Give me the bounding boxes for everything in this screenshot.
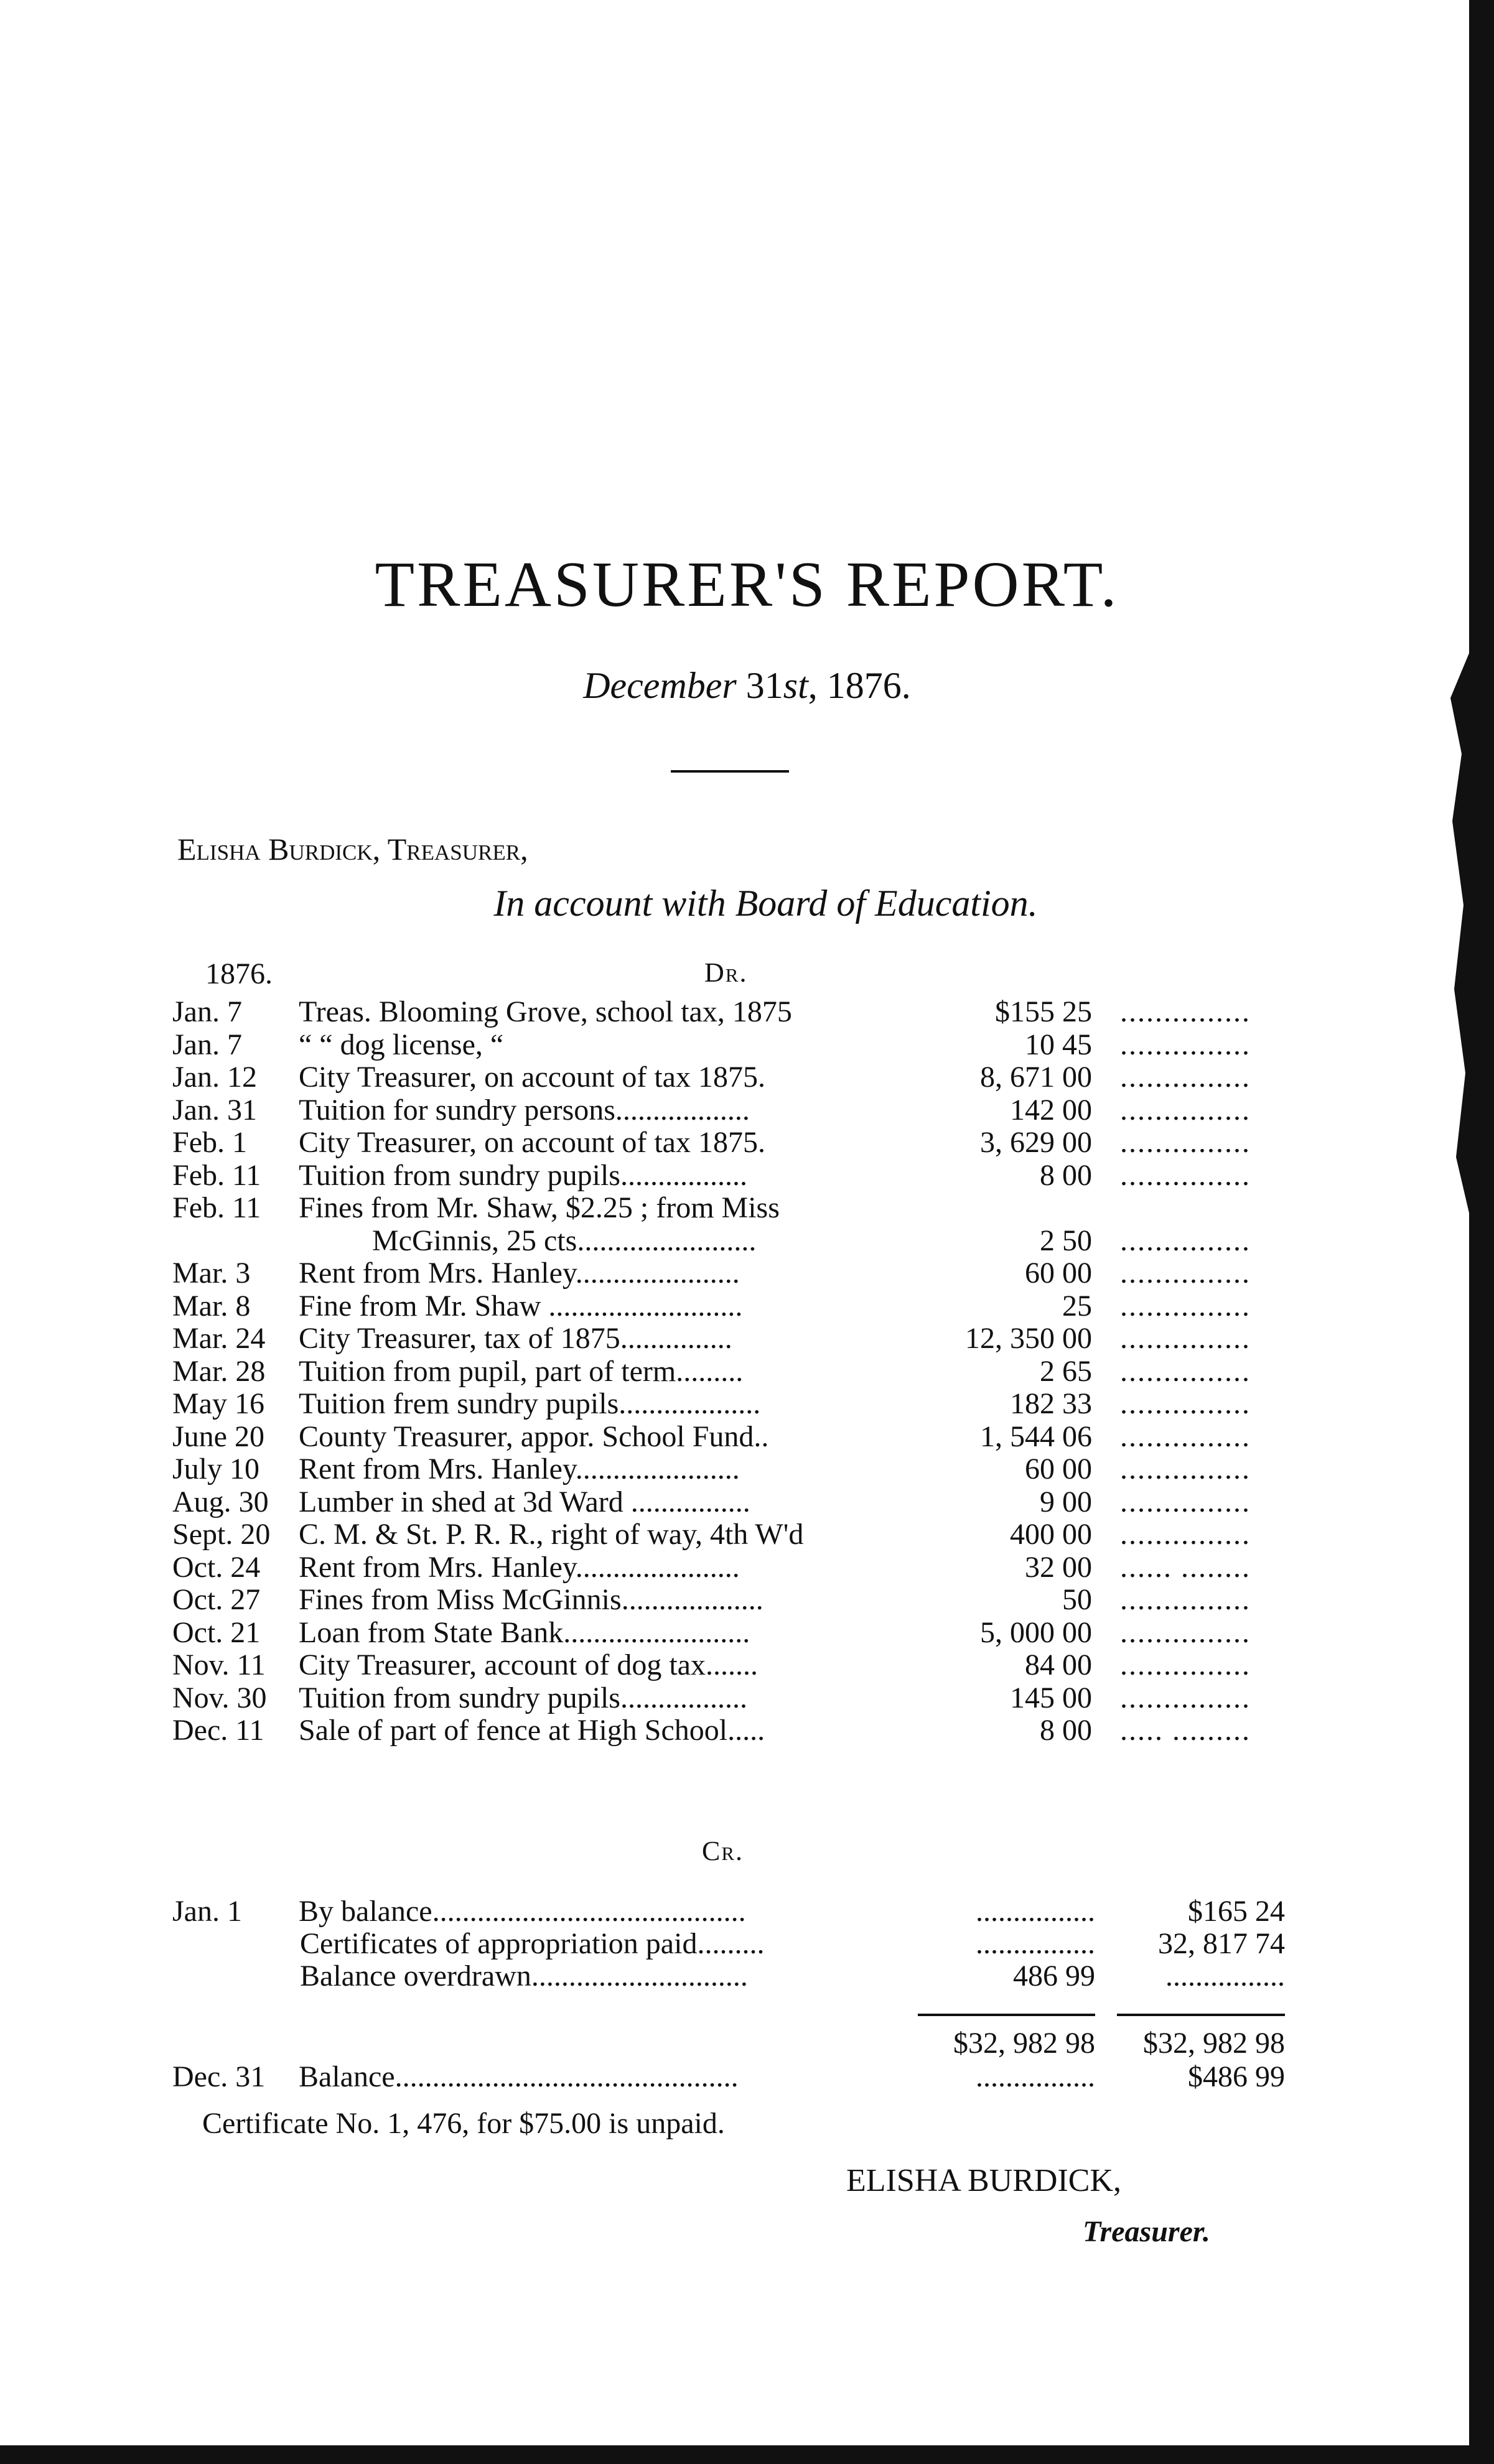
debit-row-description: Rent from Mrs. Hanley......................	[299, 1257, 740, 1290]
debit-row-amount: 8, 671 00	[980, 1061, 1092, 1094]
debit-row-leader: ...............	[1120, 1093, 1251, 1127]
debit-row-description: Fine from Mr. Shaw ..........................	[299, 1289, 743, 1323]
debit-row-leader: ...............	[1120, 1616, 1251, 1649]
debit-row-date: Feb. 11	[172, 1191, 261, 1224]
debit-row-leader: ...............	[1120, 1485, 1251, 1518]
debit-row-amount: 8 00	[1040, 1158, 1092, 1192]
closing-date: Dec. 31	[172, 2060, 266, 2093]
debit-row-leader: ...............	[1120, 1420, 1251, 1453]
credit-row-description: Balance overdrawn.............................	[300, 1960, 748, 1992]
debit-row-description: Fines from Mr. Shaw, $2.25 ; from Miss	[299, 1191, 780, 1224]
debit-row-description: “ “ dog license, “	[299, 1028, 504, 1061]
scan-torn-edge	[1450, 653, 1469, 1213]
debit-row-leader: ...............	[1120, 1322, 1251, 1355]
debit-row-date: Mar. 24	[172, 1322, 266, 1355]
debit-row-description: City Treasurer, account of dog tax.......	[299, 1648, 758, 1681]
debit-row-amount: 8 00	[1040, 1714, 1092, 1747]
credit-row-col2: ................	[1165, 1960, 1285, 1992]
debit-row-description: Rent from Mrs. Hanley......................	[299, 1453, 740, 1485]
debit-row-leader: ...............	[1120, 1061, 1251, 1094]
debit-row-amount: 5, 000 00	[980, 1616, 1092, 1649]
debit-row-description: County Treasurer, appor. School Fund..	[299, 1420, 769, 1453]
debit-row-amount: 60 00	[1025, 1257, 1092, 1290]
debit-row-date: Mar. 28	[172, 1354, 266, 1388]
scan-edge-bottom	[0, 2445, 1494, 2464]
total-rule-col1	[918, 2014, 1095, 2016]
debit-row-description: Loan from State Bank.........................	[299, 1616, 750, 1649]
debit-row-leader: ...............	[1120, 1681, 1251, 1714]
credit-row-col2: $165 24	[1188, 1895, 1285, 1928]
debit-row-amount: 142 00	[1010, 1093, 1092, 1127]
debit-row-amount: 9 00	[1040, 1485, 1092, 1518]
debit-row-amount: 10 45	[1025, 1028, 1092, 1061]
debit-row-date: Oct. 24	[172, 1550, 261, 1584]
closing-description: Balance..............................................	[299, 2060, 739, 2093]
scan-edge-right	[1469, 0, 1494, 2464]
debit-row-amount: 145 00	[1010, 1681, 1092, 1714]
debit-row-date: Aug. 30	[172, 1485, 269, 1518]
debit-row-date: Dec. 11	[172, 1714, 264, 1747]
title-rule	[671, 770, 789, 773]
debit-row-amount: 3, 629 00	[980, 1126, 1092, 1159]
total-rule-col2	[1117, 2014, 1285, 2016]
debit-row-description: Treas. Blooming Grove, school tax, 1875	[299, 995, 792, 1028]
signature-name: ELISHA BURDICK,	[846, 2163, 1122, 2198]
debit-row-amount: 12, 350 00	[965, 1322, 1092, 1355]
ledger-year: 1876.	[205, 957, 273, 990]
debit-row-amount: $155 25	[995, 995, 1092, 1028]
closing-col1: ................	[976, 2060, 1095, 2093]
debit-row-leader: ...............	[1120, 995, 1251, 1028]
debit-row-leader: ...............	[1120, 1648, 1251, 1681]
date-day-number: 31	[745, 665, 783, 706]
report-date	[0, 664, 1494, 707]
debit-row-amount: 50	[1062, 1583, 1092, 1616]
date-year: , 1876.	[808, 665, 911, 706]
date-day-suffix: st	[783, 665, 808, 706]
debit-row-amount: 60 00	[1025, 1453, 1092, 1485]
debit-row-leader: ...............	[1120, 1354, 1251, 1388]
debit-row-date: Jan. 12	[172, 1061, 257, 1094]
debit-row-date: Mar. 3	[172, 1257, 251, 1290]
debit-row-leader: ...............	[1120, 1158, 1251, 1192]
credit-row-date: Jan. 1	[172, 1895, 242, 1928]
closing-col2: $486 99	[1188, 2060, 1285, 2093]
debit-row-date: Sept. 20	[172, 1518, 271, 1551]
debit-row-description: Tuition frem sundry pupils...................	[299, 1387, 761, 1420]
debit-row-description: Tuition for sundry persons..................	[299, 1093, 750, 1127]
debit-row-date: Feb. 1	[172, 1126, 247, 1159]
debit-row-amount: 1, 544 06	[980, 1420, 1092, 1453]
debit-row-leader: ...............	[1120, 1518, 1251, 1551]
credit-row-description: By balance..........................................	[299, 1895, 746, 1928]
report-title: TREASURER'S REPORT.	[375, 549, 1119, 620]
debit-heading: Dr.	[704, 957, 748, 988]
debit-row-description: Fines from Miss McGinnis...................	[299, 1583, 763, 1616]
debit-row-description: Tuition from sundry pupils.................	[299, 1681, 747, 1714]
debit-row-leader: ...............	[1120, 1289, 1251, 1323]
credit-heading: Cr.	[702, 1836, 744, 1866]
debit-row-amount: 84 00	[1025, 1648, 1092, 1681]
debit-row-date: Feb. 11	[172, 1158, 261, 1192]
debit-row-description: McGinnis, 25 cts........................	[372, 1224, 757, 1257]
debit-row-description: Rent from Mrs. Hanley......................	[299, 1550, 740, 1584]
treasurer-line: Elisha Burdick, Treasurer,	[177, 832, 528, 867]
credit-row-col1: ................	[976, 1927, 1095, 1960]
total-col1: $32, 982 98	[953, 2027, 1095, 2060]
debit-row-leader: ...............	[1120, 1387, 1251, 1420]
total-col2: $32, 982 98	[1143, 2027, 1285, 2060]
debit-row-leader: ..... .........	[1120, 1714, 1251, 1747]
debit-row-description: City Treasurer, on account of tax 1875.	[299, 1126, 765, 1159]
credit-row-col2: 32, 817 74	[1158, 1927, 1285, 1960]
debit-row-date: Nov. 11	[172, 1648, 266, 1681]
debit-row-leader: ...............	[1120, 1028, 1251, 1061]
debit-row-description: C. M. & St. P. R. R., right of way, 4th W'd	[299, 1518, 804, 1551]
debit-row-description: Tuition from pupil, part of term.........	[299, 1354, 744, 1388]
debit-row-leader: ...............	[1120, 1257, 1251, 1290]
debit-row-date: Mar. 8	[172, 1289, 251, 1323]
debit-row-description: City Treasurer, on account of tax 1875.	[299, 1061, 765, 1094]
debit-row-amount: 25	[1062, 1289, 1092, 1323]
debit-row-description: Lumber in shed at 3d Ward ................	[299, 1485, 750, 1518]
credit-row-col1: ................	[976, 1895, 1095, 1928]
debit-row-date: Jan. 7	[172, 995, 242, 1028]
signature-title: Treasurer.	[1083, 2215, 1210, 2248]
debit-row-leader: ...............	[1120, 1583, 1251, 1616]
debit-row-date: Nov. 30	[172, 1681, 267, 1714]
debit-row-date: June 20	[172, 1420, 264, 1453]
debit-row-amount: 2 50	[1040, 1224, 1092, 1257]
debit-row-amount: 400 00	[1010, 1518, 1092, 1551]
date-month: December	[583, 665, 737, 706]
unpaid-certificate-note: Certificate No. 1, 476, for $75.00 is unpaid.	[202, 2107, 725, 2140]
debit-row-leader: ...... ........	[1120, 1550, 1251, 1584]
debit-row-description: Tuition from sundry pupils.................	[299, 1158, 747, 1192]
credit-row-col1: 486 99	[1013, 1960, 1095, 1992]
debit-row-date: May 16	[172, 1387, 264, 1420]
debit-row-leader: ...............	[1120, 1224, 1251, 1257]
debit-row-date: Oct. 21	[172, 1616, 261, 1649]
debit-row-date: Oct. 27	[172, 1583, 261, 1616]
debit-row-leader: ...............	[1120, 1126, 1251, 1159]
debit-row-amount: 32 00	[1025, 1550, 1092, 1584]
account-line: In account with Board of Education.	[493, 883, 1038, 924]
debit-row-amount: 2 65	[1040, 1354, 1092, 1388]
debit-row-description: Sale of part of fence at High School.....	[299, 1714, 765, 1747]
debit-row-date: Jan. 7	[172, 1028, 242, 1061]
credit-row-description: Certificates of appropriation paid.........	[300, 1927, 765, 1960]
debit-row-date: Jan. 31	[172, 1093, 257, 1127]
debit-row-leader: ...............	[1120, 1453, 1251, 1485]
debit-row-description: City Treasurer, tax of 1875...............	[299, 1322, 732, 1355]
debit-row-amount: 182 33	[1010, 1387, 1092, 1420]
debit-row-date: July 10	[172, 1453, 260, 1485]
